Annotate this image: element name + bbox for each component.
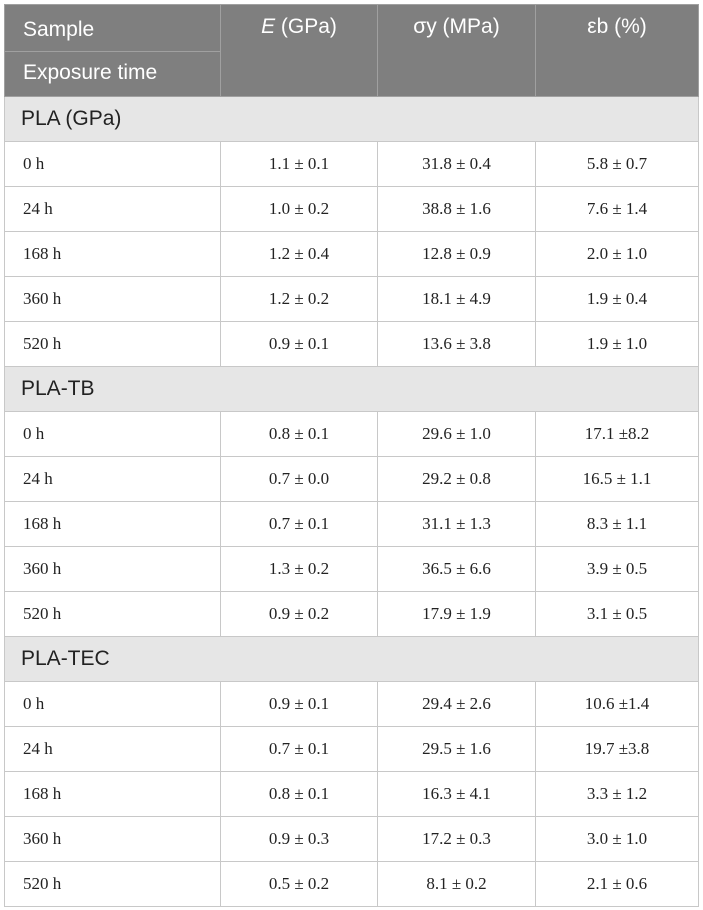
modulus-cell: 0.8 ± 0.1 [221,772,378,817]
exposure-time-cell: 168 h [5,232,221,277]
group-row [5,637,699,682]
table-row [5,862,699,907]
modulus-cell: 0.7 ± 0.0 [221,457,378,502]
elongation-cell: 1.9 ± 1.0 [536,322,699,367]
exposure-time-cell: 168 h [5,502,221,547]
yield-stress-cell: 38.8 ± 1.6 [378,187,536,232]
elongation-cell: 8.3 ± 1.1 [536,502,699,547]
elongation-cell: 3.9 ± 0.5 [536,547,699,592]
table-row [5,322,699,367]
table-row [5,547,699,592]
sample-header: Sample [5,5,220,52]
elongation-cell: 3.1 ± 0.5 [536,592,699,637]
table-row [5,592,699,637]
table-row [5,502,699,547]
yield-stress-cell: 29.4 ± 2.6 [378,682,536,727]
exposure-time-header: Exposure time [23,61,158,84]
elongation-cell: 2.0 ± 1.0 [536,232,699,277]
elongation-header: εb (%) [536,5,699,97]
table-row [5,817,699,862]
table-row [5,187,699,232]
elongation-cell: 2.1 ± 0.6 [536,862,699,907]
yield-stress-cell: 18.1 ± 4.9 [378,277,536,322]
yield-stress-cell: 13.6 ± 3.8 [378,322,536,367]
modulus-cell: 1.2 ± 0.4 [221,232,378,277]
yield-stress-cell: 31.8 ± 0.4 [378,142,536,187]
modulus-unit: (GPa) [275,15,337,38]
yield-stress-cell: 29.2 ± 0.8 [378,457,536,502]
group-label: PLA (GPa) [5,97,699,142]
table-row [5,727,699,772]
yield-stress-cell: 36.5 ± 6.6 [378,547,536,592]
table-header [5,5,699,97]
modulus-cell: 0.9 ± 0.3 [221,817,378,862]
yield-stress-cell: 12.8 ± 0.9 [378,232,536,277]
elongation-cell: 17.1 ±8.2 [536,412,699,457]
table-row [5,682,699,727]
elongation-cell: 1.9 ± 0.4 [536,277,699,322]
elongation-cell: 10.6 ±1.4 [536,682,699,727]
table-row [5,142,699,187]
modulus-symbol: E [261,15,276,38]
table-body [5,97,699,907]
exposure-time-cell: 360 h [5,547,221,592]
elongation-cell: 5.8 ± 0.7 [536,142,699,187]
elongation-cell: 3.0 ± 1.0 [536,817,699,862]
modulus-cell: 1.2 ± 0.2 [221,277,378,322]
table-row [5,457,699,502]
modulus-cell: 0.7 ± 0.1 [221,727,378,772]
exposure-time-cell: 0 h [5,142,221,187]
yield-stress-cell: 16.3 ± 4.1 [378,772,536,817]
yield-stress-cell: 8.1 ± 0.2 [378,862,536,907]
elongation-cell: 16.5 ± 1.1 [536,457,699,502]
yield-stress-cell: 31.1 ± 1.3 [378,502,536,547]
sample-header-cell [5,5,221,97]
elongation-cell: 19.7 ±3.8 [536,727,699,772]
table-row [5,772,699,817]
modulus-header [221,5,378,97]
mechanical-properties-table [4,4,699,907]
modulus-cell: 0.9 ± 0.1 [221,322,378,367]
exposure-time-cell: 520 h [5,592,221,637]
table-row [5,277,699,322]
exposure-time-cell: 24 h [5,727,221,772]
exposure-time-cell: 0 h [5,412,221,457]
modulus-cell: 1.0 ± 0.2 [221,187,378,232]
modulus-cell: 0.5 ± 0.2 [221,862,378,907]
modulus-cell: 0.8 ± 0.1 [221,412,378,457]
modulus-cell: 1.1 ± 0.1 [221,142,378,187]
modulus-cell: 1.3 ± 0.2 [221,547,378,592]
group-row [5,97,699,142]
yield-stress-header: σy (MPa) [378,5,536,97]
modulus-cell: 0.9 ± 0.1 [221,682,378,727]
yield-stress-cell: 29.5 ± 1.6 [378,727,536,772]
elongation-cell: 3.3 ± 1.2 [536,772,699,817]
exposure-time-cell: 24 h [5,187,221,232]
exposure-time-cell: 360 h [5,277,221,322]
modulus-cell: 0.9 ± 0.2 [221,592,378,637]
group-row [5,367,699,412]
table-row [5,232,699,277]
table-row [5,412,699,457]
exposure-time-cell: 360 h [5,817,221,862]
group-label: PLA-TB [5,367,699,412]
exposure-time-cell: 24 h [5,457,221,502]
yield-stress-cell: 17.9 ± 1.9 [378,592,536,637]
group-label: PLA-TEC [5,637,699,682]
exposure-time-cell: 168 h [5,772,221,817]
exposure-time-cell: 520 h [5,862,221,907]
elongation-cell: 7.6 ± 1.4 [536,187,699,232]
yield-stress-cell: 17.2 ± 0.3 [378,817,536,862]
modulus-cell: 0.7 ± 0.1 [221,502,378,547]
exposure-time-cell: 0 h [5,682,221,727]
yield-stress-cell: 29.6 ± 1.0 [378,412,536,457]
exposure-time-cell: 520 h [5,322,221,367]
